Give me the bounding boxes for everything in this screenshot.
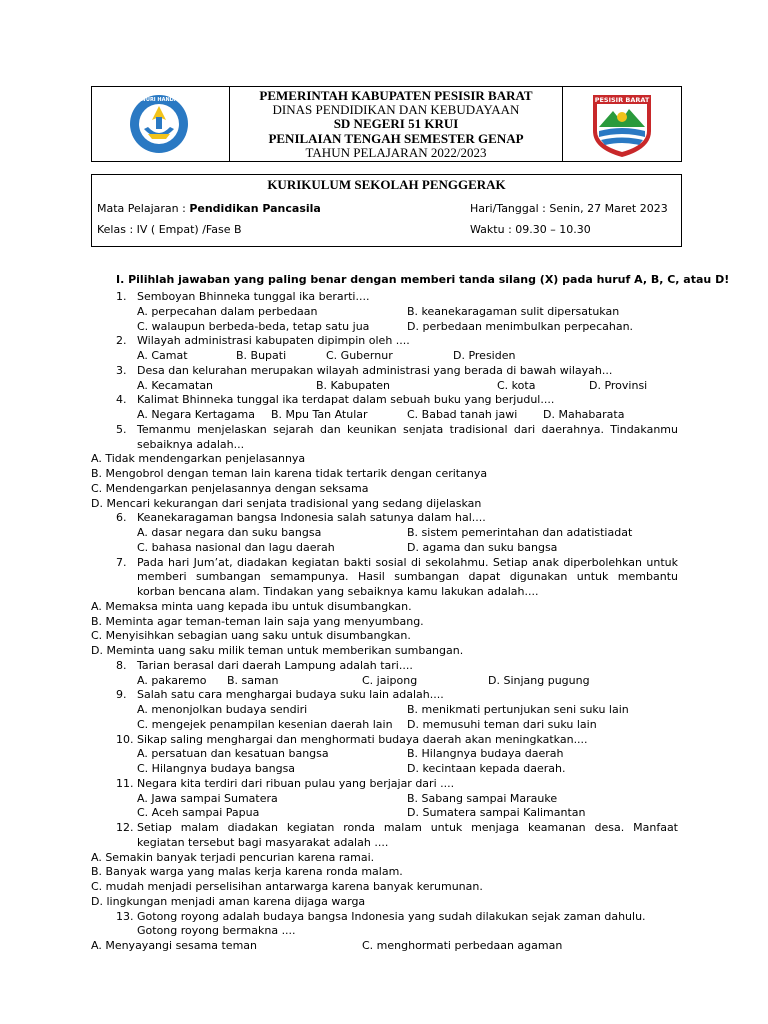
question-number: 7. [116, 555, 127, 569]
line-text: D. Mencari kekurangan dari senjata tradisional yang sedang dijelaskan [91, 496, 482, 510]
header-line-2: DINAS PENDIDIKAN DAN KEBUDAYAAN [272, 102, 520, 118]
line-text: B. Mpu Tan Atular [271, 408, 368, 421]
line-text: B. Kabupaten [316, 378, 391, 392]
line-text: Tarian berasal dari daerah Lampung adalah tari.... [137, 658, 413, 672]
line-text: Temanmu menjelaskan sejarah dan keunikan senjata tradisional dari daerahnya. Tindakanmu [137, 422, 678, 436]
pesisir-logo-cell [562, 87, 681, 161]
line-text: Setiap malam diadakan kegiatan ronda malam untuk menjaga keamanan desa. Manfaat [137, 821, 678, 834]
line-text: C. walaupun berbeda-beda, tetap satu jua [137, 319, 370, 333]
line-text: sebaiknya adalah... [137, 437, 245, 451]
line-text: B. menikmati pertunjukan seni suku lain [407, 703, 629, 716]
line-text: C. menghormati perbedaan agaman [362, 939, 563, 952]
pesisir-barat-logo [563, 87, 681, 161]
question-number: 4. [116, 393, 127, 407]
line-text: B. Bupati [236, 349, 287, 362]
line-text: C. Mendengarkan penjelasannya dengan seksama [91, 481, 369, 495]
line-text: D. lingkungan menjadi aman karena dijaga warga [91, 894, 366, 908]
date-row: Hari/Tanggal : Senin, 27 Maret 2023 [470, 202, 668, 215]
line-text: A. menonjolkan budaya sendiri [137, 703, 308, 716]
class-row: Kelas : IV ( Empat) /Fase B [97, 223, 242, 236]
question-number: 9. [116, 688, 127, 702]
line-text: C. mudah menjadi perselisihan antarwarga karena banyak kerumunan. [91, 880, 483, 893]
line-text: A. perpecahan dalam perbedaan [137, 304, 318, 318]
line-text: A. Tidak mendengarkan penjelasannya [91, 452, 306, 466]
line-text: Negara kita terdiri dari ribuan pulau yang berjajar dari .... [137, 776, 455, 790]
line-text: C. bahasa nasional dan lagu daerah [137, 540, 335, 554]
question-number: 5. [116, 422, 127, 436]
line-text: B. saman [227, 673, 279, 687]
line-text: D. kecintaan kepada daerah. [407, 762, 566, 775]
line-text: D. Sumatera sampai Kalimantan [407, 806, 586, 820]
line-text: D. Mahabarata [543, 408, 625, 421]
instruction: I. Pilihlah jawaban yang paling benar dengan memberi tanda silang (X) pada huruf A, B, C, atau D! [116, 273, 730, 286]
question-number: 10. [116, 732, 134, 746]
curriculum-title: KURIKULUM SEKOLAH PENGGERAK [267, 177, 506, 192]
line-text: C. Menyisihkan sebagian uang saku untuk disumbangkan. [91, 629, 411, 643]
line-text: Wilayah administrasi kabupaten dipimpin oleh .... [137, 334, 410, 348]
subject-value: Pendidikan Pancasila [189, 202, 321, 215]
line-text: korban bencana alam. Tindakan yang sebaiknya kamu lakukan adalah.... [137, 585, 539, 598]
tutwuri-logo-text: TUT WURI HANDAYANI [127, 97, 191, 103]
line-text: C. Hilangnya budaya bangsa [137, 762, 296, 775]
question-number: 2. [116, 334, 127, 348]
header-box [91, 86, 682, 162]
line-text: C. Aceh sampai Papua [137, 806, 260, 820]
line-text: A. Camat [137, 349, 188, 362]
line-text: D. memusuhi teman dari suku lain [407, 717, 597, 731]
line-text: C. Babad tanah jawi [407, 408, 518, 421]
question-number: 8. [116, 658, 127, 672]
line-text: kegiatan tersebut bagi masyarakat adalah .... [137, 835, 389, 849]
question-number: 12. [116, 821, 134, 834]
line-text: A. Semakin banyak terjadi pencurian karena ramai. [91, 850, 375, 864]
question-number: 6. [116, 511, 127, 525]
header-text [230, 87, 562, 160]
line-text: Gotong royong adalah budaya bangsa Indonesia yang sudah dilakukan sejak zaman dahulu. [137, 909, 646, 923]
header-line-1: PEMERINTAH KABUPATEN PESISIR BARAT [259, 88, 533, 103]
line-text: B. keanekaragaman sulit dipersatukan [407, 304, 620, 318]
line-text: D. perbedaan menimbulkan perpecahan. [407, 319, 634, 333]
line-text: C. Gubernur [326, 349, 393, 362]
line-text: B. Sabang sampai Marauke [407, 791, 558, 805]
line-text: Salah satu cara menghargai budaya suku lain adalah.... [137, 688, 444, 702]
line-text: A. Memaksa minta uang kepada ibu untuk disumbangkan. [91, 599, 412, 613]
line-text: D. agama dan suku bangsa [407, 540, 558, 554]
line-text: A. Kecamatan [137, 378, 214, 392]
line-text: D. Provinsi [589, 378, 648, 392]
line-text: Desa dan kelurahan merupakan wilayah administrasi yang berada di bawah wilayah... [137, 363, 613, 377]
line-text: D. Presiden [453, 349, 516, 362]
line-text: B. Banyak warga yang malas kerja karena ronda malam. [91, 865, 403, 879]
question-number: 13. [116, 909, 134, 923]
line-text: C. jaipong [362, 673, 418, 687]
line-text: C. kota [497, 378, 536, 392]
line-text: A. Jawa sampai Sumatera [137, 791, 278, 805]
question-number: 3. [116, 363, 127, 377]
subject-row [97, 202, 321, 215]
pesisir-logo-text: PESISIR BARAT [594, 96, 650, 104]
header-line-3: SD NEGERI 51 KRUI [333, 116, 459, 132]
line-text: B. Meminta agar teman-teman lain saja yang menyumbang. [91, 614, 424, 628]
line-text: Kalimat Bhinneka tunggal ika terdapat dalam sebuah buku yang berjudul.... [137, 393, 555, 407]
header-line-4: PENILAIAN TENGAH SEMESTER GENAP [268, 130, 524, 146]
tutwuri-logo [92, 87, 229, 161]
line-text: D. Meminta uang saku milik teman untuk memberikan sumbangan. [91, 644, 464, 657]
line-text: Gotong royong bermakna .... [137, 924, 296, 938]
line-text: A. persatuan dan kesatuan bangsa [137, 747, 329, 761]
subject-label: Mata Pelajaran : [97, 202, 190, 215]
line-text: Pada hari Jum’at, diadakan kegiatan bakti sosial di sekolahmu. Setiap anak diperbolehkan untuk [137, 555, 678, 569]
curriculum-box [91, 174, 682, 247]
line-text: A. dasar negara dan suku bangsa [137, 526, 322, 539]
time-row: Waktu : 09.30 – 10.30 [470, 223, 591, 236]
tutwuri-logo-cell [92, 87, 230, 161]
header-line-5: TAHUN PELAJARAN 2022/2023 [305, 144, 487, 160]
line-text: A. pakaremo [137, 673, 207, 687]
line-text: B. Mengobrol dengan teman lain karena tidak tertarik dengan ceritanya [91, 467, 488, 480]
line-text: B. Hilangnya budaya daerah [407, 747, 564, 761]
line-text: Keanekaragaman bangsa Indonesia salah satunya dalam hal.... [137, 511, 486, 525]
line-text: Semboyan Bhinneka tunggal ika berarti.... [137, 290, 370, 303]
question-number: 11. [116, 776, 134, 790]
line-text: A. Menyayangi sesama teman [91, 939, 257, 952]
line-text: memberi sumbangan semampunya. Hasil sumbangan dapat digunakan untuk membantu [137, 570, 678, 584]
line-text: D. Sinjang pugung [488, 673, 590, 687]
line-text: Sikap saling menghargai dan menghormati budaya daerah akan meningkatkan.... [137, 732, 588, 746]
line-text: A. Negara Kertagama [137, 408, 255, 421]
question-number: 1. [116, 290, 127, 303]
line-text: C. mengejek penampilan kesenian daerah lain [137, 717, 393, 731]
line-text: B. sistem pemerintahan dan adatistiadat [407, 526, 633, 539]
